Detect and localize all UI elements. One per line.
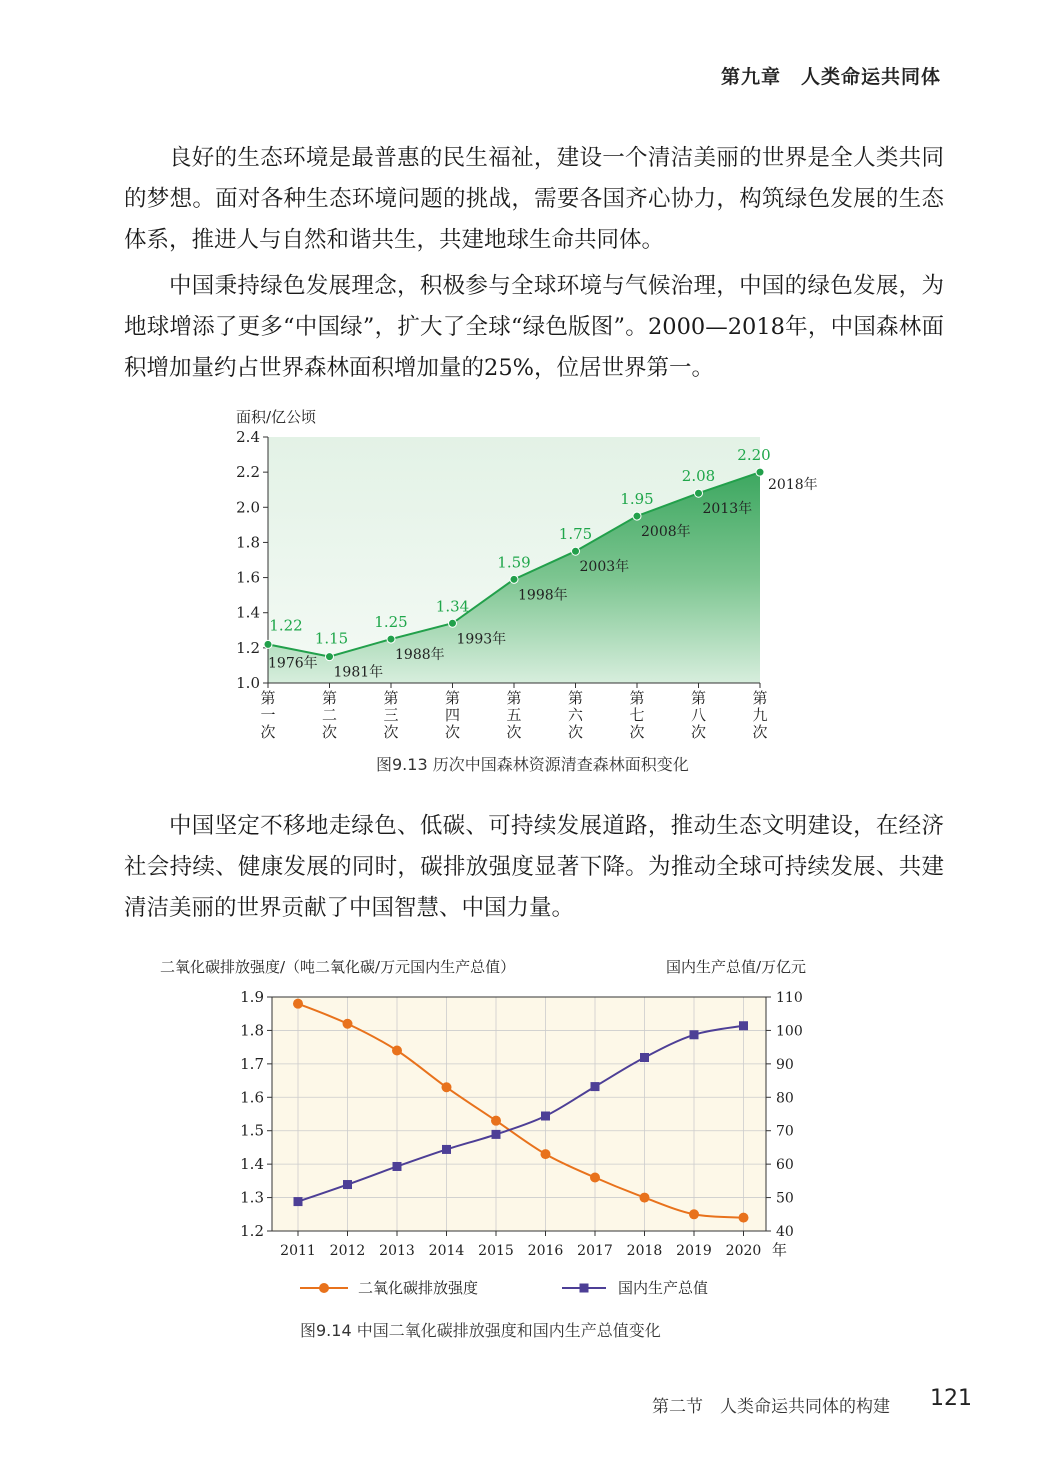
chart2-xtick-label: 2015 xyxy=(478,1243,514,1259)
page-number: 121 xyxy=(930,1386,972,1411)
chart2-ytick-right-label: 80 xyxy=(776,1090,794,1107)
chart2-series-point-1 xyxy=(541,1149,551,1159)
chart2-series-point-2 xyxy=(690,1030,699,1039)
chart1-category-char: 第 xyxy=(752,689,768,707)
chart1-category-char: 六 xyxy=(567,706,584,724)
chart1-category-char: 第 xyxy=(506,689,522,707)
chart1-category-char: 二 xyxy=(321,706,338,724)
chart1-category-char: 次 xyxy=(752,723,768,741)
chart1-value-label: 2.20 xyxy=(737,446,771,465)
co2-gdp-chart xyxy=(0,950,1043,1310)
chart1-category-char: 八 xyxy=(690,706,707,724)
chart2-series-point-2 xyxy=(591,1082,600,1091)
chart2-xtick-label: 2011 xyxy=(280,1243,316,1259)
chart2-ylabel-right: 国内生产总值/万亿元 xyxy=(666,958,807,976)
chart1-year-label: 2003年 xyxy=(579,559,630,576)
chart2-series-point-1 xyxy=(392,1045,402,1055)
chart1-category-char: 第 xyxy=(383,689,399,707)
chart2-xtick-label: 2020 xyxy=(725,1243,762,1259)
chart1-category-char: 三 xyxy=(383,706,399,724)
chart2-series-point-2 xyxy=(393,1162,402,1171)
footer-section: 第二节 人类命运共同体的构建 xyxy=(652,1397,890,1417)
chart2-series-point-2 xyxy=(492,1130,501,1139)
chart1-ytick-label: 1.2 xyxy=(236,638,260,657)
chart2-series-point-1 xyxy=(739,1213,749,1223)
chart1-ytick-label: 1.6 xyxy=(236,568,260,587)
chart2-legend-marker-1 xyxy=(319,1283,329,1293)
chart1-value-label: 1.22 xyxy=(269,616,303,635)
chart1-ylabel: 面积/亿公顷 xyxy=(236,408,317,426)
chart1-year-label: 2013年 xyxy=(702,501,753,518)
chart1-category-char: 次 xyxy=(567,723,584,741)
chart2-ytick-left-label: 1.3 xyxy=(240,1188,264,1207)
chart2-ytick-left-label: 1.7 xyxy=(240,1054,264,1073)
chart1-value-label: 2.08 xyxy=(681,467,716,486)
chart2-ytick-right-label: 100 xyxy=(776,1023,803,1040)
chart1-category-char: 次 xyxy=(629,723,645,741)
chart1-category-char: 次 xyxy=(444,723,461,741)
chart1-year-label: 1993年 xyxy=(456,631,507,648)
chart1-point xyxy=(756,468,764,476)
chart2-ytick-right-label: 50 xyxy=(776,1190,794,1207)
chart1-year-label: 2018年 xyxy=(768,477,818,494)
paragraph-3: 中国坚定不移地走绿色、低碳、可持续发展道路，推动生态文明建设，在经济社会持续、健康发展的同时，碳排放强度显著下降。为推动全球可持续发展、共建清洁美丽的世界贡献了中国智慧、中国力量。 xyxy=(124,813,944,921)
chart1-value-label: 1.59 xyxy=(497,553,531,572)
chart1-category-char: 次 xyxy=(690,723,707,741)
chart1-year-label: 2008年 xyxy=(641,524,691,541)
chart2-ytick-left-label: 1.2 xyxy=(240,1222,264,1240)
chart1-ytick-label: 1.8 xyxy=(236,533,260,552)
chart2-xtick-label: 2012 xyxy=(329,1243,366,1259)
chart1-point xyxy=(633,512,641,520)
chart1-value-label: 1.34 xyxy=(435,597,470,616)
chart2-series-point-1 xyxy=(442,1082,452,1092)
chart1-category-char: 次 xyxy=(260,723,276,741)
chart1-point xyxy=(264,640,272,648)
chart2-ytick-left-label: 1.5 xyxy=(240,1121,264,1140)
chart1-year-label: 1998年 xyxy=(518,587,568,604)
chart1-category-char: 五 xyxy=(506,706,522,724)
chart2-ytick-left-label: 1.6 xyxy=(240,1088,264,1107)
chart2-series-point-1 xyxy=(491,1116,501,1126)
chart2-series-point-1 xyxy=(293,999,303,1009)
chart1-value-label: 1.25 xyxy=(374,613,408,632)
chart2-series-point-2 xyxy=(294,1197,303,1206)
chart2-xtick-label: 2017 xyxy=(577,1243,613,1259)
chart1-point xyxy=(387,635,395,643)
chart2-caption: 图9.14 中国二氧化碳排放强度和国内生产总值变化 xyxy=(300,1321,661,1340)
paragraph-1: 良好的生态环境是最普惠的民生福祉，建设一个清洁美丽的世界是全人类共同的梦想。面对各种生态环境问题的挑战，需要各国齐心协力，构筑绿色发展的生态体系，推进人与自然和谐共生，共建地球生命共同体。 xyxy=(124,145,944,253)
chart2-series-point-2 xyxy=(442,1145,451,1154)
chart1-ytick-label: 2.4 xyxy=(236,428,260,446)
chart2-ylabel-left: 二氧化碳排放强度/（吨二氧化碳/万元国内生产总值） xyxy=(160,958,516,976)
chapter-header: 第九章 人类命运共同体 xyxy=(720,66,941,88)
chart1-ytick-label: 2.0 xyxy=(236,498,260,517)
chart2-series-point-2 xyxy=(640,1053,649,1062)
chart1-category-char: 七 xyxy=(629,706,645,724)
chart2-series-point-2 xyxy=(343,1180,352,1189)
chart1-point xyxy=(449,619,457,627)
chart1-category-char: 一 xyxy=(260,706,276,724)
chart2-legend-label-2: 国内生产总值 xyxy=(618,1279,709,1297)
chart1-category-char: 第 xyxy=(690,689,707,707)
chart2-legend-marker-2 xyxy=(580,1284,589,1293)
chart2-xtick-label: 2018 xyxy=(626,1243,663,1259)
chart2-xunit: 年 xyxy=(772,1241,788,1259)
chart1-category-char: 九 xyxy=(752,706,768,724)
chart1-category-char: 次 xyxy=(383,723,399,741)
chart1-category-char: 次 xyxy=(506,723,522,741)
chart2-series-point-2 xyxy=(739,1021,748,1030)
chart1-ytick-label: 1.4 xyxy=(236,603,260,622)
chart2-ytick-right-label: 70 xyxy=(776,1123,794,1140)
chart2-xtick-label: 2014 xyxy=(428,1243,465,1259)
chart2-ytick-left-label: 1.8 xyxy=(240,1021,264,1040)
chart1-category-char: 第 xyxy=(444,689,461,707)
chart1-value-label: 1.15 xyxy=(314,629,349,648)
chart1-value-label: 1.95 xyxy=(620,490,654,509)
chart1-category-char: 第 xyxy=(629,689,645,707)
chart1-category-char: 第 xyxy=(260,689,276,707)
chart2-series-point-1 xyxy=(590,1173,600,1183)
chart1-ytick-label: 2.2 xyxy=(236,463,260,482)
chart2-xtick-label: 2013 xyxy=(379,1243,415,1259)
chart1-year-label: 1976年 xyxy=(268,655,318,672)
chart2-series-point-1 xyxy=(343,1019,353,1029)
chart1-category-char: 次 xyxy=(321,723,338,741)
chart1-point xyxy=(326,653,334,661)
chart1-ytick-label: 1.0 xyxy=(236,674,260,692)
chart1-point xyxy=(510,575,518,583)
chart1-point xyxy=(572,547,580,555)
chart2-ytick-left-label: 1.9 xyxy=(240,988,264,1006)
chart1-caption: 图9.13 历次中国森林资源清查森林面积变化 xyxy=(376,755,689,774)
chart2-ytick-right-label: 110 xyxy=(776,990,803,1006)
chart1-category-char: 四 xyxy=(444,706,461,724)
forest-area-chart xyxy=(0,400,1043,750)
chart2-ytick-left-label: 1.4 xyxy=(240,1155,264,1174)
chart1-year-label: 1981年 xyxy=(333,664,384,681)
chart2-xtick-label: 2016 xyxy=(527,1243,564,1259)
chart2-series-point-1 xyxy=(640,1193,650,1203)
chart2-xtick-label: 2019 xyxy=(676,1243,712,1259)
chart2-ytick-right-label: 60 xyxy=(776,1157,794,1174)
chart1-category-char: 第 xyxy=(321,689,338,707)
chart1-category-char: 第 xyxy=(567,689,584,707)
chart2-series-point-2 xyxy=(541,1112,550,1121)
chart2-legend-label-1: 二氧化碳排放强度 xyxy=(358,1279,479,1297)
chart1-value-label: 1.75 xyxy=(558,525,593,544)
paragraph-2: 中国秉持绿色发展理念，积极参与全球环境与气候治理，中国的绿色发展，为地球增添了更多“中国绿”，扩大了全球“绿色版图”。2000—2018年，中国森林面积增加量约占世界森林面积增加量的25%，位居世界第一。 xyxy=(124,273,944,381)
chart2-series-point-1 xyxy=(689,1209,699,1219)
chart1-point xyxy=(695,489,703,497)
chart2-ytick-right-label: 90 xyxy=(776,1056,794,1073)
chart1-year-label: 1988年 xyxy=(395,647,445,664)
chart2-ytick-right-label: 40 xyxy=(776,1224,794,1240)
